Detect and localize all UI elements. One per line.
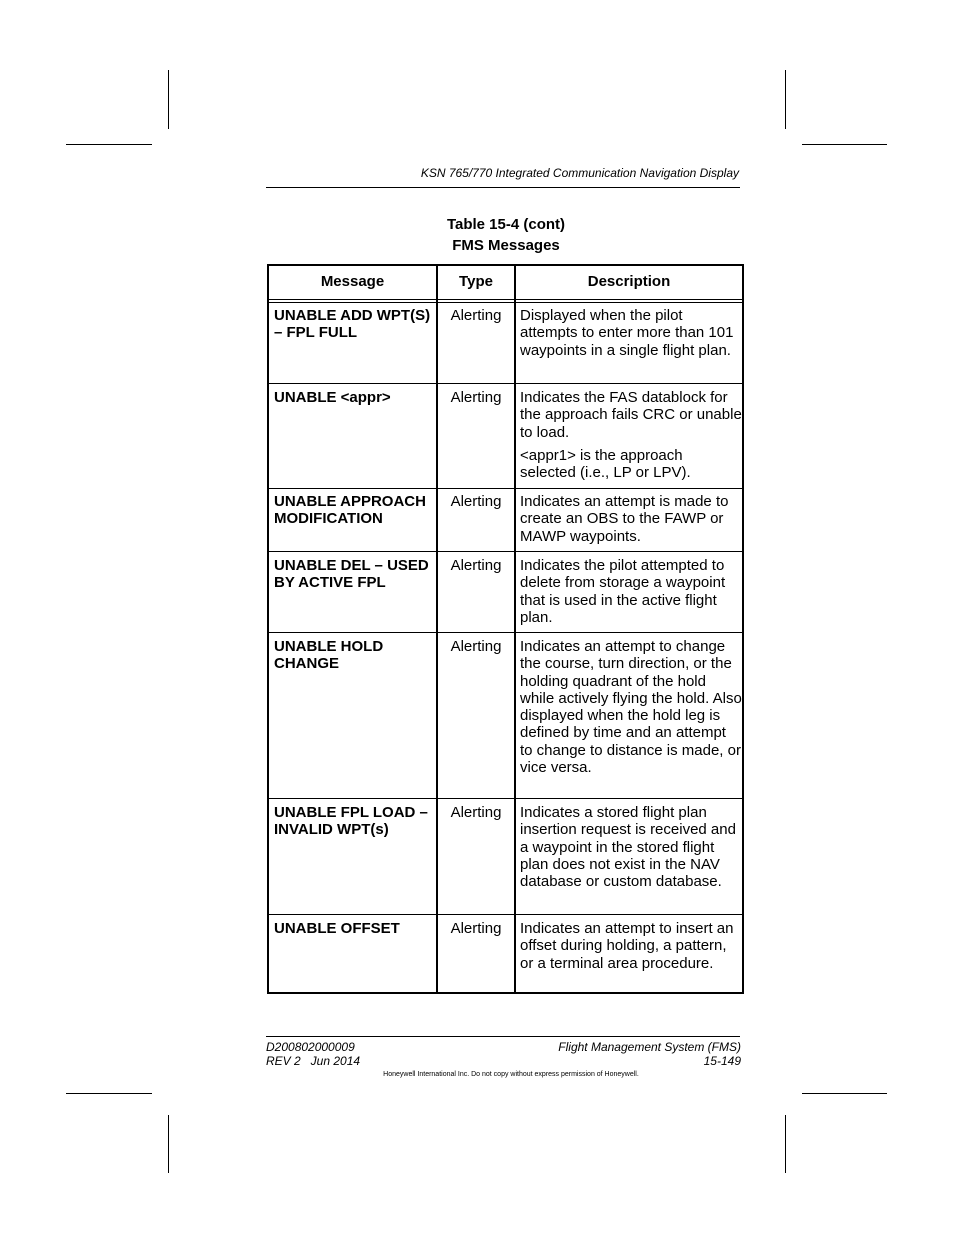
table-caption: [266, 214, 746, 256]
description-cell: [520, 493, 742, 545]
table-title: FMS Messages: [452, 237, 560, 254]
description-cell: [520, 389, 742, 481]
page-number: 15-149: [703, 1054, 741, 1068]
row-divider: [269, 798, 742, 799]
message-cell: UNABLE OFFSET: [274, 920, 400, 937]
table-row: [269, 800, 742, 914]
table-row: [269, 634, 742, 798]
type-cell: Alerting: [450, 493, 502, 510]
footer-right: [558, 1040, 741, 1068]
table-row: [269, 303, 742, 383]
message-cell: UNABLE HOLD CHANGE: [274, 638, 384, 673]
message-cell: UNABLE FPL LOAD – INVALID WPT(s): [274, 804, 428, 839]
description-text: Displayed when the pilot attempts to enter more than 101 waypoints in a single flight plan.: [520, 307, 734, 359]
message-cell: UNABLE <appr>: [274, 389, 391, 406]
message-cell: UNABLE APPROACH MODIFICATION: [274, 493, 426, 528]
crop-mark: [66, 144, 152, 145]
description-text: Indicates an attempt to insert an offset during holding, a pattern, or a terminal area procedure.: [520, 920, 734, 972]
crop-mark: [168, 70, 169, 129]
description-text: Indicates an attempt is made to create an OBS to the FAWP or MAWP waypoints.: [520, 493, 729, 545]
type-cell: Alerting: [450, 389, 502, 406]
type-cell: Alerting: [450, 638, 502, 655]
description-cell: [520, 557, 742, 626]
description-cell: [520, 638, 742, 776]
description-text: <appr1> is the approach selected (i.e., LP or LPV).: [520, 446, 691, 482]
type-cell: Alerting: [450, 804, 502, 821]
table-row: [269, 916, 742, 992]
crop-mark: [168, 1115, 169, 1173]
table-header-row: [269, 266, 742, 299]
footer-left: [266, 1040, 360, 1068]
crop-mark: [66, 1093, 152, 1094]
header-message: Message: [320, 273, 385, 290]
table-row: [269, 489, 742, 551]
crop-mark: [785, 1115, 786, 1173]
row-divider: [269, 383, 742, 384]
section-title: Flight Management System (FMS): [558, 1040, 741, 1054]
table-number: Table 15-4 (cont): [446, 216, 566, 233]
description-text: Indicates the FAS datablock for the approach fails CRC or unable to load.: [520, 389, 742, 441]
message-cell: UNABLE DEL – USED BY ACTIVE FPL: [274, 557, 429, 592]
description-cell: [520, 920, 742, 972]
row-divider: [269, 632, 742, 633]
row-divider: [269, 914, 742, 915]
type-cell: Alerting: [450, 307, 502, 324]
row-divider: [269, 551, 742, 552]
crop-mark: [802, 144, 887, 145]
revision-date: REV 2 Jun 2014: [266, 1054, 361, 1068]
crop-mark: [802, 1093, 887, 1094]
description-text: Indicates a stored flight plan insertion request is received and a waypoint in the stored flight plan does not exist in the NAV database or custom database.: [520, 804, 736, 891]
running-header: KSN 765/770 Integrated Communication Navigation Display: [420, 166, 739, 180]
crop-mark: [785, 70, 786, 129]
header-type: Type: [459, 273, 493, 290]
message-cell: UNABLE ADD WPT(S) – FPL FULL: [274, 307, 431, 342]
document-number: D200802000009: [266, 1040, 355, 1054]
description-text: Indicates the pilot attempted to delete from storage a waypoint that is used in the active flight plan.: [520, 557, 726, 626]
fms-messages-table: [267, 264, 744, 994]
header-divider: [266, 187, 740, 188]
type-cell: Alerting: [450, 557, 502, 574]
description-text: Indicates an attempt to change the course, turn direction, or the holding quadrant of the hold while actively flying the hold. Also displayed when the hold leg is defined by time and an attempt to change to distance is made, or vice versa.: [520, 638, 742, 777]
type-cell: Alerting: [450, 920, 502, 937]
description-cell: [520, 804, 742, 890]
table-row: [269, 553, 742, 632]
table-row: [269, 385, 742, 488]
footer-divider: [266, 1036, 740, 1037]
header-description: Description: [587, 273, 671, 290]
description-cell: [520, 307, 742, 359]
copyright-notice: Honeywell International Inc. Do not copy without express permission of Honeywell.: [383, 1071, 639, 1078]
